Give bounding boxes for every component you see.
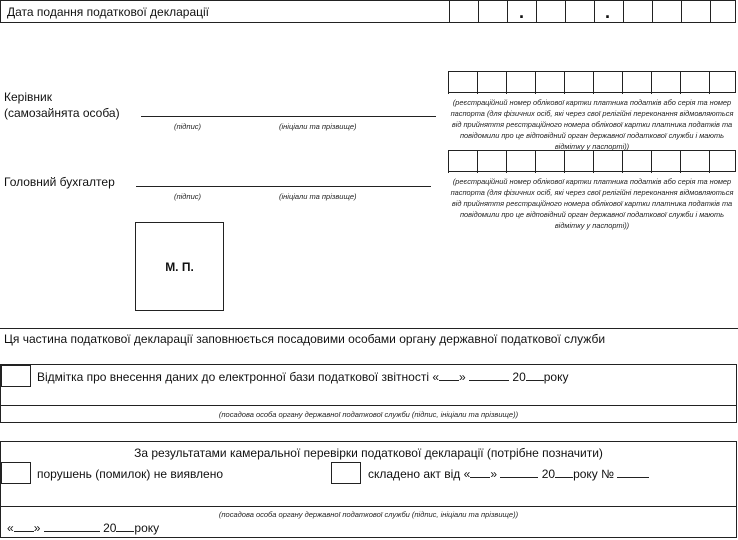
- stamp-box: [135, 222, 224, 311]
- electronic-mark-checkbox[interactable]: [1, 365, 31, 387]
- date-dot-1: .: [519, 2, 525, 22]
- act-number-field[interactable]: [617, 476, 649, 478]
- no-violations-label: порушень (помилок) не виявлено: [37, 467, 224, 481]
- electronic-month-field[interactable]: [469, 379, 509, 381]
- audit-date-row: « » 20 року: [7, 521, 160, 535]
- audit-official-caption: (посадова особа органу державної податкової служби (підпис, ініціали та прізвище)): [218, 510, 519, 519]
- electronic-official-line[interactable]: [1, 405, 736, 406]
- date-cells[interactable]: [449, 1, 737, 23]
- chief-registration-note: (реєстраційний номер облікової картки платника податків або серія та номер паспорта (для фізичних осіб, які через свої релігійні переконання відмовляються від прийняття реєстраційного номера облікової картки платника податків та повідомили про це відповідний орган державної податкової служби і мають відмітку у паспорті)): [450, 177, 734, 230]
- head-initials-caption: (ініціали та прізвище): [279, 122, 357, 131]
- chief-accountant-label: Головний бухгалтер: [4, 175, 115, 189]
- section-divider: [0, 328, 738, 329]
- audit-box: [0, 441, 737, 538]
- act-row: складено акт від « » 20 року №: [368, 467, 649, 481]
- stamp-label: М. П.: [165, 260, 194, 274]
- audit-title: За результатами камеральної перевірки податкової декларації (потрібне позначити): [134, 446, 603, 460]
- head-label: Керівник (самозайнята особа): [4, 90, 120, 120]
- electronic-official-caption: (посадова особа органу державної податкової служби (підпис, ініціали та прізвище)): [218, 410, 519, 419]
- head-registration-cells[interactable]: [448, 71, 736, 93]
- electronic-mark-label: Відмітка про внесення даних до електронної бази податкової звітності: [37, 370, 429, 384]
- electronic-mark-row: Відмітка про внесення даних до електронної бази податкової звітності « » 20 року: [37, 370, 569, 384]
- head-signature-caption: (підпис): [174, 122, 201, 131]
- tax-office-intro: Ця частина податкової декларації заповнюється посадовими особами органу державної податкової служби: [4, 332, 606, 346]
- act-checkbox[interactable]: [331, 462, 361, 484]
- date-row: [0, 0, 736, 23]
- act-label: складено акт від: [368, 467, 461, 481]
- electronic-day-field[interactable]: [439, 379, 459, 381]
- no-violations-checkbox[interactable]: [1, 462, 31, 484]
- act-year-field[interactable]: [555, 476, 573, 478]
- electronic-year-field[interactable]: [526, 379, 544, 381]
- chief-signature-caption: (підпис): [174, 192, 201, 201]
- chief-initials-caption: (ініціали та прізвище): [279, 192, 357, 201]
- act-day-field[interactable]: [470, 476, 490, 478]
- date-label: Дата подання податкової декларації: [7, 5, 209, 19]
- audit-official-line[interactable]: [1, 506, 736, 507]
- chief-registration-cells[interactable]: [448, 150, 736, 172]
- electronic-mark-box: [0, 364, 737, 423]
- head-registration-note: (реєстраційний номер облікової картки платника податків або серія та номер паспорта (для фізичних осіб, які через свої релігійні переконання відмовляються від прийняття реєстраційного номера облікової картки платника податків та повідомили про це відповідний орган державної податкової служби і мають відмітку у паспорті)): [450, 98, 734, 151]
- audit-year-field[interactable]: [116, 530, 134, 532]
- chief-accountant-signature-line[interactable]: [136, 186, 431, 187]
- audit-month-field[interactable]: [44, 530, 100, 532]
- head-signature-line[interactable]: [141, 116, 436, 117]
- date-dot-2: .: [605, 2, 611, 22]
- audit-day-field[interactable]: [14, 530, 34, 532]
- act-month-field[interactable]: [500, 476, 538, 478]
